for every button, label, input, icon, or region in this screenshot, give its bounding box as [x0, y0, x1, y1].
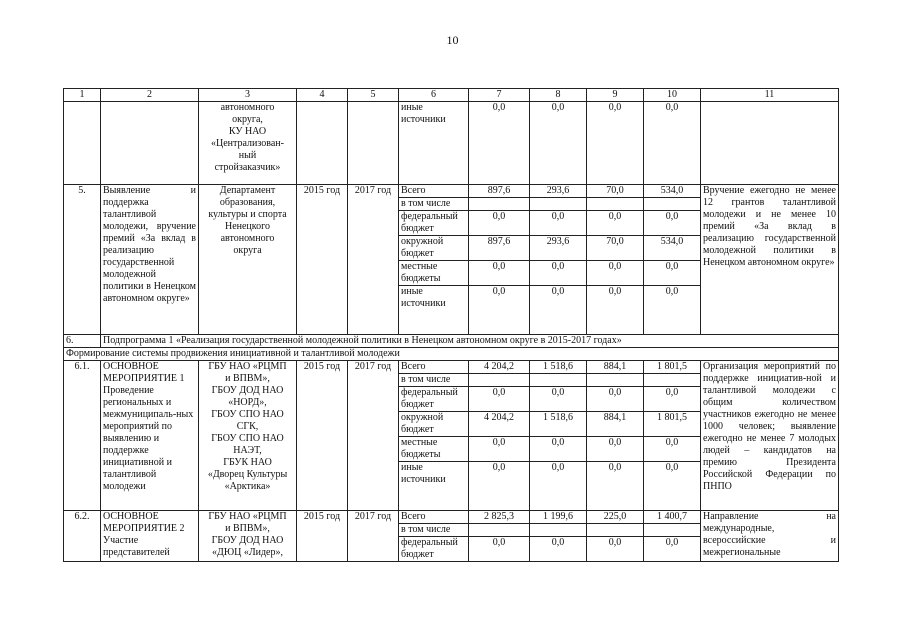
- expected-result: Вручение ежегодно не менее 12 грантов талантливой молодежи и не менее 10 премий «За вклад в реализацию государственной молодежной политики в Ненецком автономном округе»: [701, 185, 839, 335]
- col-header: 5: [348, 89, 399, 102]
- value-cell: 0,0: [587, 102, 644, 185]
- value-cell: 0,0: [469, 437, 530, 462]
- page-number: 10: [446, 33, 459, 47]
- value-cell: 293,6: [530, 185, 587, 198]
- table-row: [64, 361, 839, 374]
- expected-result: Организация мероприятий по поддержке инициатив-ной и талантливой молодежи с общим количеством участников ежегодно не менее 1000 человек; выявление ежегодно не менее 7 молодых людей – кандидатов на премию Президента Российской Федерации по ПНПО: [701, 361, 839, 511]
- value-cell: 0,0: [469, 462, 530, 511]
- table-row: [64, 511, 839, 524]
- value-cell: 534,0: [644, 236, 701, 261]
- incl-label: в том числе: [399, 198, 469, 211]
- incl-label: в том числе: [399, 524, 469, 537]
- value-cell: 70,0: [587, 236, 644, 261]
- value-cell: 0,0: [644, 387, 701, 412]
- activity-name: Выявление и поддержка талантливой молодежи, вручение премий «За вклад в реализацию государственной молодежной политики в Ненецком автономном округе»: [101, 185, 199, 335]
- value-cell: 0,0: [644, 211, 701, 236]
- col-header: 7: [469, 89, 530, 102]
- end-year: 2017 год: [348, 511, 399, 562]
- source-label: иные источники: [399, 462, 469, 511]
- value-cell: 0,0: [530, 261, 587, 286]
- col-header: 10: [644, 89, 701, 102]
- source-label: федеральный бюджет: [399, 387, 469, 412]
- value-cell: 0,0: [587, 211, 644, 236]
- value-cell: 0,0: [469, 261, 530, 286]
- source-label: местные бюджеты: [399, 437, 469, 462]
- executor-cell: ГБУ НАО «РЦМП и ВПВМ», ГБОУ ДОД НАО «НОРД», ГБОУ СПО НАО СГК, ГБОУ СПО НАО НАЭТ, ГБУК НАО «Дворец Культуры «Арктика»: [199, 361, 297, 511]
- table-row: [64, 348, 839, 361]
- value-cell: 0,0: [469, 102, 530, 185]
- value-cell: 897,6: [469, 185, 530, 198]
- activity-name: ОСНОВНОЕ МЕРОПРИЯТИЕ 1 Проведение региональных и межмуниципаль-ных мероприятий по выявлению и поддержке инициативной и талантливой молодежи: [101, 361, 199, 511]
- executor-cell: ГБУ НАО «РЦМП и ВПВМ», ГБОУ ДОД НАО «ДЮЦ «Лидер»,: [199, 511, 297, 562]
- table-row: [64, 102, 839, 185]
- table-row: [64, 185, 839, 198]
- value-cell: 1 518,6: [530, 412, 587, 437]
- value-cell: 0,0: [469, 537, 530, 562]
- table-row: [64, 335, 839, 348]
- source-label: иные источники: [399, 286, 469, 335]
- col-header: 3: [199, 89, 297, 102]
- value-cell: 0,0: [587, 437, 644, 462]
- value-cell: 225,0: [587, 511, 644, 524]
- col-header: 9: [587, 89, 644, 102]
- value-cell: 0,0: [530, 537, 587, 562]
- value-cell: 0,0: [587, 462, 644, 511]
- section-subtitle: Формирование системы продвижения инициативной и талантливой молодежи: [64, 348, 839, 361]
- value-cell: 1 518,6: [530, 361, 587, 374]
- value-cell: 1 801,5: [644, 361, 701, 374]
- col-header: 4: [297, 89, 348, 102]
- start-year: 2015 год: [297, 185, 348, 335]
- value-cell: 0,0: [644, 537, 701, 562]
- source-label: иные источники: [399, 102, 469, 185]
- row-number: 6.: [64, 335, 101, 348]
- value-cell: 4 204,2: [469, 361, 530, 374]
- source-label: федеральный бюджет: [399, 537, 469, 562]
- value-cell: 1 199,6: [530, 511, 587, 524]
- value-cell: 0,0: [469, 211, 530, 236]
- start-year: 2015 год: [297, 361, 348, 511]
- end-year: 2017 год: [348, 185, 399, 335]
- program-table: [63, 88, 839, 562]
- start-year: 2015 год: [297, 511, 348, 562]
- col-header: 6: [399, 89, 469, 102]
- subprogram-title: Подпрограмма 1 «Реализация государственной молодежной политики в Ненецком автономном округе в 2015-2017 годах»: [101, 335, 839, 348]
- total-label: Всего: [399, 185, 469, 198]
- row-number: 6.1.: [64, 361, 101, 511]
- value-cell: 70,0: [587, 185, 644, 198]
- value-cell: 534,0: [644, 185, 701, 198]
- value-cell: 4 204,2: [469, 412, 530, 437]
- source-label: окружной бюджет: [399, 412, 469, 437]
- value-cell: 0,0: [530, 387, 587, 412]
- executor-cell: автономного округа, КУ НАО «Централизован- ный стройзаказчик»: [199, 102, 297, 185]
- value-cell: 0,0: [530, 211, 587, 236]
- source-label: федеральный бюджет: [399, 211, 469, 236]
- value-cell: 897,6: [469, 236, 530, 261]
- value-cell: 0,0: [587, 261, 644, 286]
- value-cell: 884,1: [587, 412, 644, 437]
- value-cell: 0,0: [644, 462, 701, 511]
- value-cell: 1 400,7: [644, 511, 701, 524]
- table-header-row: [64, 89, 839, 102]
- value-cell: 0,0: [644, 102, 701, 185]
- source-label: местные бюджеты: [399, 261, 469, 286]
- value-cell: 2 825,3: [469, 511, 530, 524]
- source-label: окружной бюджет: [399, 236, 469, 261]
- total-label: Всего: [399, 361, 469, 374]
- value-cell: 0,0: [530, 437, 587, 462]
- row-number: 5.: [64, 185, 101, 335]
- value-cell: 0,0: [587, 286, 644, 335]
- value-cell: 884,1: [587, 361, 644, 374]
- col-header: 2: [101, 89, 199, 102]
- value-cell: 0,0: [644, 286, 701, 335]
- value-cell: 0,0: [644, 437, 701, 462]
- value-cell: 1 801,5: [644, 412, 701, 437]
- incl-label: в том числе: [399, 374, 469, 387]
- value-cell: 0,0: [644, 261, 701, 286]
- col-header: 8: [530, 89, 587, 102]
- value-cell: 0,0: [587, 537, 644, 562]
- col-header: 1: [64, 89, 101, 102]
- value-cell: 293,6: [530, 236, 587, 261]
- value-cell: 0,0: [530, 462, 587, 511]
- executor-cell: Департамент образования, культуры и спорта Ненецкого автономного округа: [199, 185, 297, 335]
- total-label: Всего: [399, 511, 469, 524]
- activity-name: ОСНОВНОЕ МЕРОПРИЯТИЕ 2 Участие представителей: [101, 511, 199, 562]
- end-year: 2017 год: [348, 361, 399, 511]
- col-header: 11: [701, 89, 839, 102]
- value-cell: 0,0: [469, 286, 530, 335]
- value-cell: 0,0: [587, 387, 644, 412]
- value-cell: 0,0: [530, 102, 587, 185]
- value-cell: 0,0: [469, 387, 530, 412]
- row-number: 6.2.: [64, 511, 101, 562]
- value-cell: 0,0: [530, 286, 587, 335]
- expected-result: Направление на международные, всероссийские и межрегиональные: [701, 511, 839, 562]
